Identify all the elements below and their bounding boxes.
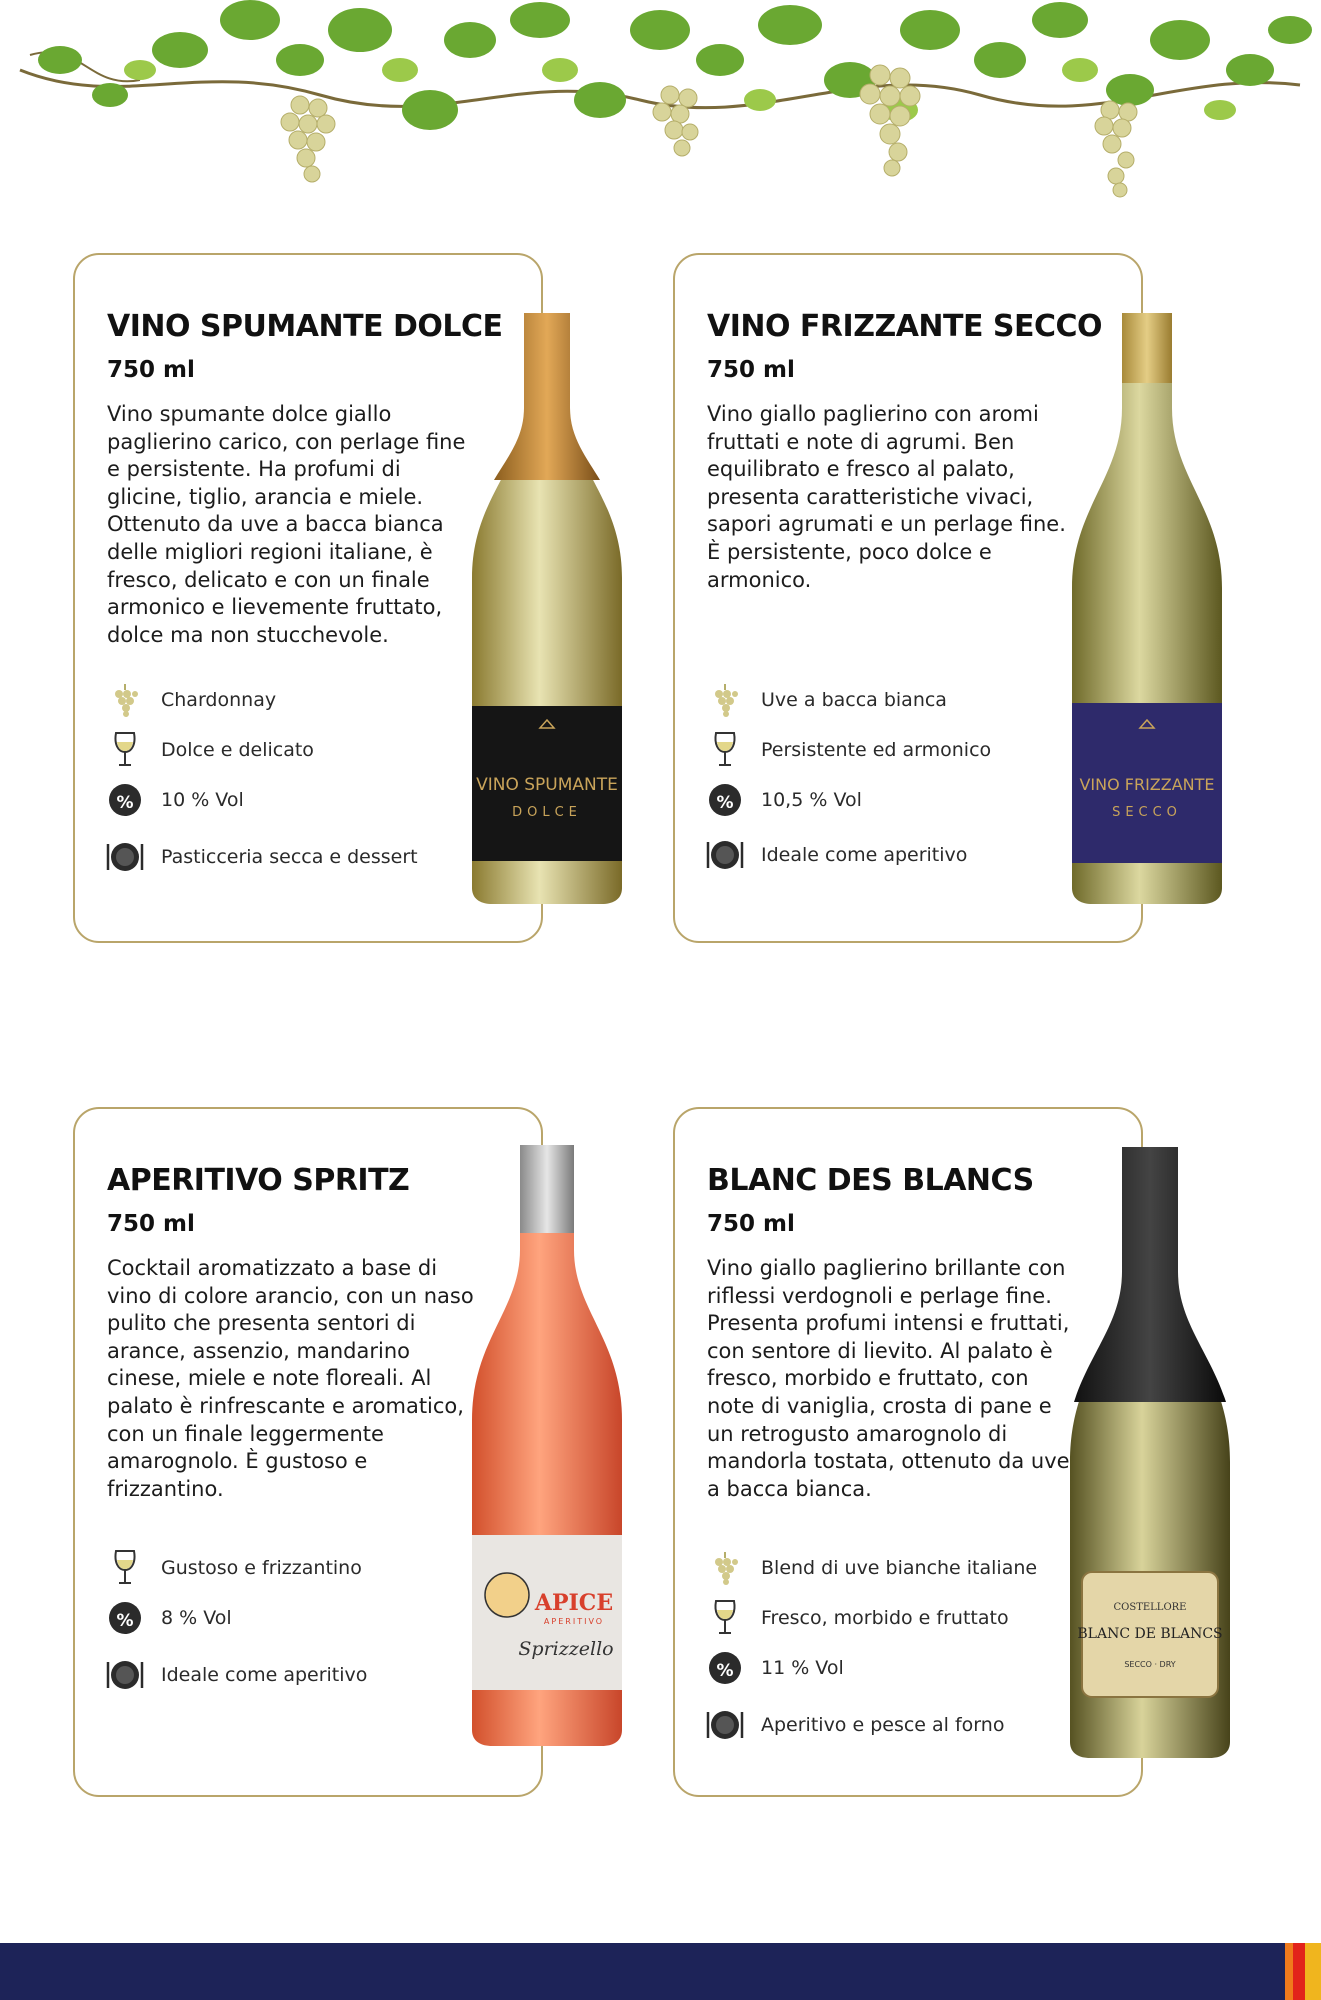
attribute-text: 10 % Vol [161, 789, 244, 811]
percent-icon [705, 1648, 745, 1688]
spumante-dolce-bottle-image [462, 308, 632, 908]
wine-glass-icon [705, 1598, 745, 1638]
wine-glass-icon [105, 730, 145, 770]
grape-icon [705, 680, 745, 720]
plate-cutlery-icon [105, 1655, 145, 1695]
bottle-label-name: APICE [534, 1590, 614, 1616]
attribute-text: 10,5 % Vol [761, 789, 862, 811]
attribute-text: Persistente ed armonico [761, 739, 992, 761]
plate-cutlery-icon [105, 837, 145, 877]
product-title: APERITIVO SPRITZ [107, 1163, 410, 1198]
footer-stripe-red [1293, 1943, 1305, 2000]
blanc-des-blancs-bottle-image [1060, 1142, 1240, 1762]
product-attributes [105, 1543, 505, 1707]
attribute-text: Aperitivo e pesce al forno [761, 1714, 1005, 1736]
attribute-text: Ideale come aperitivo [161, 1664, 368, 1686]
grape-icon [105, 680, 145, 720]
bottle-label-name: VINO FRIZZANTE [1079, 775, 1215, 794]
attribute-grape [105, 675, 505, 725]
bottle-label-type: DOLCE [512, 805, 582, 820]
bottle-label-type: SECCO · DRY [1124, 1660, 1176, 1669]
bottle-label-name: VINO SPUMANTE [476, 775, 618, 795]
attribute-text: Blend di uve bianche italiane [761, 1557, 1038, 1579]
frizzante-secco-bottle-image [1062, 308, 1232, 908]
product-title: BLANC DES BLANCS [707, 1163, 1034, 1198]
attribute-taste [105, 1543, 505, 1593]
percent-icon [105, 1598, 145, 1638]
svg-text:%: % [716, 793, 734, 813]
svg-text:%: % [716, 1661, 734, 1681]
bottle-label-type: SECCO [1112, 805, 1182, 820]
attribute-text: 11 % Vol [761, 1657, 844, 1679]
product-volume: 750 ml [107, 1211, 195, 1237]
product-attributes [105, 675, 505, 889]
grape-icon [705, 1548, 745, 1588]
product-volume: 750 ml [707, 357, 795, 383]
attribute-pairing [105, 1643, 505, 1707]
footer-stripe-orange [1285, 1943, 1293, 2000]
attribute-taste [105, 725, 505, 775]
attribute-text: Gustoso e frizzantino [161, 1557, 362, 1579]
attribute-taste [705, 725, 1105, 775]
attribute-text: Pasticceria secca e dessert [161, 846, 418, 868]
footer-stripe-yellow [1305, 1943, 1321, 2000]
wine-glass-icon [705, 730, 745, 770]
attribute-grape [705, 675, 1105, 725]
product-attributes [705, 1543, 1105, 1757]
bottle-label-brand: COSTELLORE [1113, 1602, 1187, 1613]
plate-cutlery-icon [705, 835, 745, 875]
product-description: Vino giallo paglierino con aromi fruttati e note di agrumi. Ben equilibrato e fresco al palato, presenta caratteristiche vivaci, sapori agrumati e un perlage fine. È persistente, poco dolce e armonico. [707, 402, 1066, 592]
footer-bar [0, 1943, 1321, 2000]
attribute-text: Fresco, morbido e fruttato [761, 1607, 1009, 1629]
attribute-text: 8 % Vol [161, 1607, 232, 1629]
svg-text:%: % [116, 793, 134, 813]
attribute-alcohol [105, 1593, 505, 1643]
attribute-text: Ideale come aperitivo [761, 844, 968, 866]
grape-vine-decoration [0, 0, 1321, 210]
product-title: VINO SPUMANTE DOLCE [107, 309, 503, 344]
attribute-taste [705, 1593, 1105, 1643]
aperitivo-spritz-bottle-image [462, 1140, 632, 1750]
attribute-alcohol [705, 1643, 1105, 1693]
svg-text:%: % [116, 1611, 134, 1631]
product-attributes [705, 675, 1105, 885]
attribute-text: Uve a bacca bianca [761, 689, 947, 711]
percent-icon [105, 780, 145, 820]
bottle-label-name: BLANC DE BLANCS [1077, 1626, 1223, 1642]
plate-cutlery-icon [705, 1705, 745, 1745]
bottle-label-script: Sprizzello [518, 1638, 614, 1660]
attribute-grape [705, 1543, 1105, 1593]
attribute-pairing [105, 825, 505, 889]
attribute-alcohol [105, 775, 505, 825]
wine-glass-icon [105, 1548, 145, 1588]
attribute-text: Chardonnay [161, 689, 277, 711]
attribute-pairing [705, 1693, 1105, 1757]
attribute-alcohol [705, 775, 1105, 825]
product-description: Vino giallo paglierino brillante con riflessi verdognoli e perlage fine. Presenta profumi intensi e fruttati, con sentore di lievito. Al palato è fresco, morbido e fruttato, con note di vaniglia, crosta di pane e un retrogusto amarognolo di mandorla tostata, ottenuto da uve a bacca bianca. [707, 1256, 1070, 1501]
attribute-text: Dolce e delicato [161, 739, 314, 761]
product-description: Cocktail aromatizzato a base di vino di colore arancio, con un naso pulito che presenta sentori di arance, assenzio, mandarino cinese, miele e note floreali. Al palato è rinfrescante e aromatico, con un finale leggermente amarognolo. È gustoso e frizzantino. [107, 1256, 474, 1501]
product-volume: 750 ml [107, 357, 195, 383]
percent-icon [705, 780, 745, 820]
attribute-pairing [705, 825, 1105, 885]
product-volume: 750 ml [707, 1211, 795, 1237]
bottle-label-type: APERITIVO [543, 1617, 605, 1626]
product-description: Vino spumante dolce giallo paglierino carico, con perlage fine e persistente. Ha profumi di glicine, tiglio, arancia e miele. Ottenuto da uve a bacca bianca delle migliori regioni italiane, è fresco, delicato e con un finale armonico e lievemente fruttato, dolce ma non stucchevole. [107, 402, 466, 647]
product-title: VINO FRIZZANTE SECCO [707, 309, 1103, 344]
